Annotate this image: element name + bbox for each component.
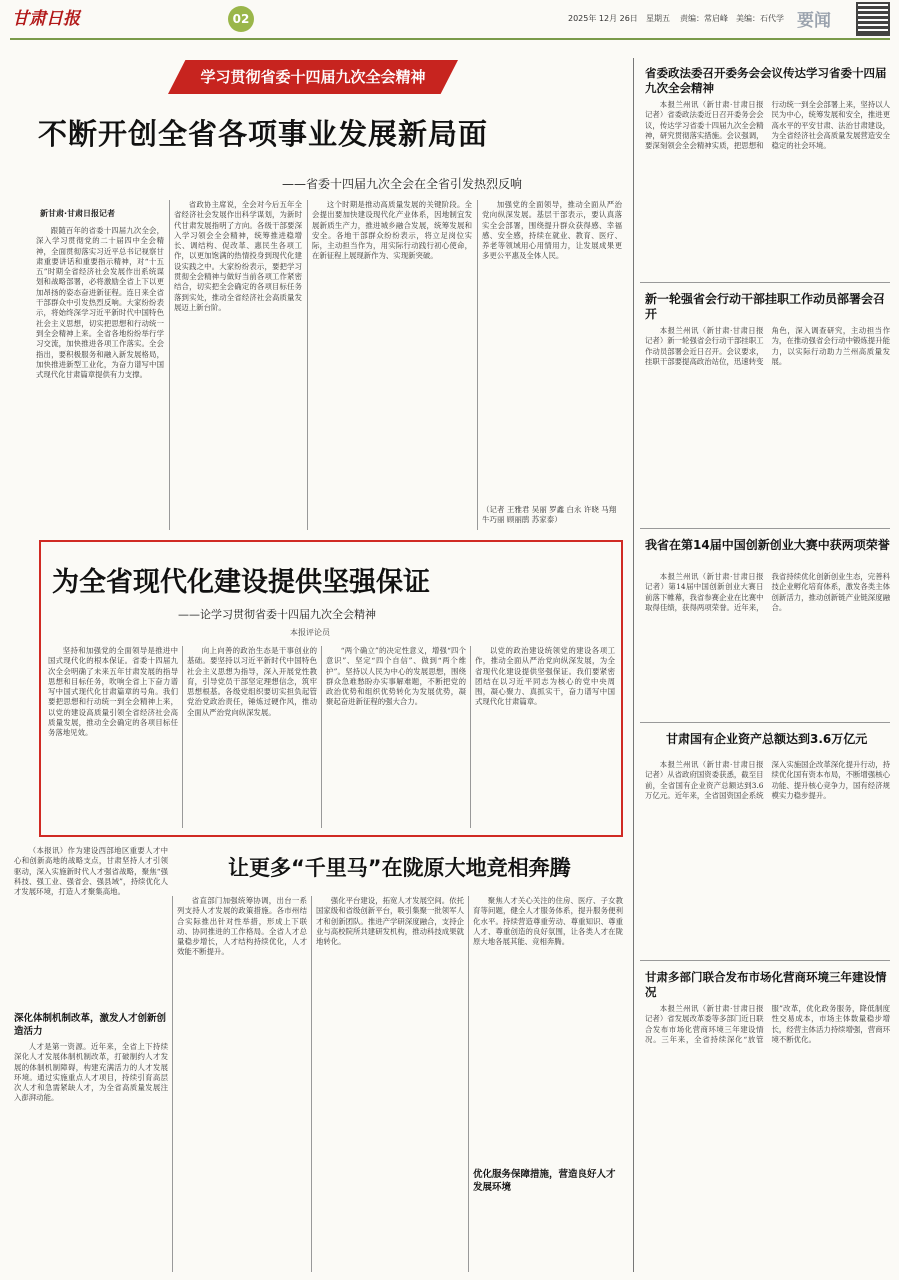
sidebar-story-1-body bbox=[645, 100, 890, 272]
feature-column-3 bbox=[316, 896, 464, 1272]
sidebar-rule bbox=[640, 282, 890, 283]
sidebar-story-3-body bbox=[645, 572, 890, 716]
editorial-column-2 bbox=[187, 646, 317, 828]
lead-column-4 bbox=[482, 200, 622, 500]
weekday: 星期五 bbox=[646, 14, 670, 23]
lead-headline: 不断开创全省各项事业发展新局面 bbox=[38, 117, 489, 151]
sidebar-story-1-text: 本报兰州讯（新甘肃·甘肃日报记者）省委政法委近日召开委务会会议，传达学习省委十四届九次全会精神，研究贯彻落实措施。会议强调，要深刻领会全会精神实质，把思想和行动统一到全会部署上来，坚持以人民为中心，统筹发展和安全，推进更高水平的平安甘肃、法治甘肃建设，为全省经济社会高质量发展营造安全稳定的社会环境。 bbox=[645, 100, 890, 151]
feature-subhead-2: 优化服务保障措施，营造良好人才发展环境 bbox=[473, 1169, 616, 1193]
date-line: 2025年 12月 26日 bbox=[568, 14, 638, 23]
editorial-column-1-text: 坚持和加强党的全面领导是推进中国式现代化的根本保证。省委十四届九次全会明确了未来五年甘肃发展的指导思想和目标任务，吹响全省上下奋力谱写中国式现代化甘肃篇章的号角。我们要把思想和行动统一到全会精神上来，以党的建设高质量引领全省经济社会高质量发展，推动全会确定的各项目标任务落地见效。 bbox=[48, 646, 178, 738]
sidebar-rule bbox=[640, 960, 890, 961]
column-rule bbox=[321, 646, 322, 828]
sidebar-rule bbox=[640, 722, 890, 723]
lead-column-2-text: 省政协主席说，全会对今后五年全省经济社会发展作出科学谋划，为新时代甘肃发展指明了方向。各级干部要深入学习领会全会精神，统筹推进稳增长、调结构、促改革、惠民生各项工作，以更加饱满的热情投身到现代化建设实践之中。大家纷纷表示，要把学习贯彻全会精神与做好当前各项工作紧密结合，切实把全会确定的各项目标任务落到实处，推动全省经济社会高质量发展迈上新台阶。 bbox=[174, 200, 302, 312]
page-number: 02 bbox=[232, 12, 250, 26]
sidebar-story-2-title: 新一轮强省会行动干部挂职工作动员部署会召开 bbox=[645, 292, 886, 321]
editorial-subheadline: ——论学习贯彻省委十四届九次全会精神 bbox=[178, 608, 376, 621]
masthead-rule bbox=[10, 38, 890, 40]
sidebar-story-3-title: 我省在第14届中国创新创业大赛中获两项荣誉 bbox=[645, 538, 890, 552]
feature-subhead-1: 深化体制机制改革，激发人才创新创造活力 bbox=[14, 1013, 167, 1037]
sidebar-story-5-body bbox=[645, 1004, 890, 1270]
feature-column-1-text: 人才是第一资源。近年来，全省上下持续深化人才发展体制机制改革，打破制约人才发展的体制机制障碍，构建充满活力的人才发展环境。通过实施重点人才项目，持续引育高层次人才和急需紧缺人才，为全省高质量发展注入澎湃动能。 bbox=[14, 1042, 168, 1103]
sidebar-story-4-body bbox=[645, 760, 890, 956]
section-label: 要闻 bbox=[797, 11, 831, 31]
feature-column-2-text: 省直部门加强统筹协调，出台一系列支持人才发展的政策措施。各市州结合实际推出针对性举措，形成上下联动、协同推进的工作格局。全省人才总量稳步增长，人才结构持续优化，人才效能不断提升。 bbox=[177, 896, 307, 957]
feature-column-1 bbox=[14, 1042, 168, 1272]
editorial-headline: 为全省现代化建设提供坚强保证 bbox=[52, 567, 430, 598]
column-rule bbox=[477, 200, 478, 530]
newspaper-logo: 甘肃日报 bbox=[12, 9, 80, 29]
designer-credit: 美编：石代学 bbox=[736, 14, 784, 23]
lead-column-3-text: 这个时期是推动高质量发展的关键阶段。全会提出要加快建设现代化产业体系，因地制宜发展新质生产力，推进城乡融合发展，统筹发展和安全。各地干部群众纷纷表示，将立足岗位实际，主动担当作为，用实际行动践行初心使命，在新征程上展现新作为、实现新突破。 bbox=[312, 200, 472, 261]
sidebar-story-3-text: 本报兰州讯（新甘肃·甘肃日报记者）第14届中国创新创业大赛日前落下帷幕，我省参赛企业在比赛中取得佳绩，获得两项荣誉。近年来，我省持续优化创新创业生态，完善科技企业孵化培育体系，激发各类主体创新活力，推动创新链产业链深度融合。 bbox=[645, 572, 890, 612]
sidebar-rule bbox=[640, 528, 890, 529]
column-rule bbox=[307, 200, 308, 530]
feature-column-4 bbox=[473, 896, 623, 1158]
column-rule bbox=[169, 200, 170, 530]
lead-column-2 bbox=[174, 200, 302, 530]
editor-credit: 责编：常启峰 bbox=[680, 14, 728, 23]
sidebar-story-5-text: 本报兰州讯（新甘肃·甘肃日报记者）省发展改革委等多部门近日联合发布市场化营商环境三年建设情况。三年来，全省持续深化“放管服”改革，优化政务服务，降低制度性交易成本，市场主体数量稳步增长，经营主体活力持续增强，营商环境不断优化。 bbox=[645, 1004, 890, 1044]
sidebar-story-2-body bbox=[645, 326, 890, 526]
editorial-column-2-text: 向上向善的政治生态是干事创业的基础。要坚持以习近平新时代中国特色社会主义思想为指导，深入开展党性教育，引导党员干部坚定理想信念，筑牢思想根基。各级党组织要切实担负起管党治党政治责任，锤炼过硬作风，推动全面从严治党向纵深发展。 bbox=[187, 646, 317, 717]
feature-intro-text: （本报讯）作为建设西部地区重要人才中心和创新高地的战略支点，甘肃坚持人才引领驱动，深入实施新时代人才强省战略，聚焦“强科技、强工业、强省会、强县域”，持续优化人才发展环境，打造人才聚集高地。 bbox=[14, 846, 168, 897]
editorial-column-4-text: 以党的政治建设统领党的建设各项工作，推动全面从严治党向纵深发展，为全省现代化建设提供坚强保证。我们要紧密团结在以习近平同志为核心的党中央周围，凝心聚力、真抓实干，奋力谱写中国式现代化甘肃篇章。 bbox=[475, 646, 615, 707]
lead-byline: 新甘肃·甘肃日报记者 bbox=[40, 209, 116, 218]
theme-banner-text: 学习贯彻省委十四届九次全会精神 bbox=[200, 68, 426, 86]
lead-column-1 bbox=[36, 226, 164, 536]
lead-subheadline: ——省委十四届九次全会在全省引发热烈反响 bbox=[282, 177, 523, 191]
feature-column-4-text: 聚焦人才关心关注的住房、医疗、子女教育等问题，健全人才服务体系，提升服务便利化水平。持续营造尊重劳动、尊重知识、尊重人才、尊重创造的良好氛围，让各类人才在陇原大地各展其能、竞相奔腾。 bbox=[473, 896, 623, 947]
lead-reporters: （记者 王雅君 吴丽 罗鑫 白永 许晓 马翔 牛巧丽 顾丽鹃 苏家泰） bbox=[482, 505, 617, 524]
editorial-column-4 bbox=[475, 646, 615, 828]
feature-headline: 让更多“千里马”在陇原大地竞相奔腾 bbox=[228, 856, 571, 880]
column-rule bbox=[468, 896, 469, 1272]
feature-intro bbox=[14, 846, 168, 1006]
editorial-column-3-text: “两个确立”的决定性意义，增强“四个意识”、坚定“四个自信”、做到“两个维护”。坚持以人民为中心的发展思想，围绕群众急难愁盼办实事解难题，不断把党的政治优势和组织优势转化为发展优势，凝聚起奋进新征程的强大合力。 bbox=[326, 646, 466, 707]
editorial-column-1 bbox=[48, 646, 178, 828]
masthead bbox=[0, 0, 899, 38]
sidebar-story-1-title: 省委政法委召开委务会会议传达学习省委十四届九次全会精神 bbox=[645, 66, 887, 95]
sidebar-story-4-title: 甘肃国有企业资产总额达到3.6万亿元 bbox=[666, 732, 868, 746]
column-rule bbox=[172, 896, 173, 1272]
lead-column-1-text: 跟随百年的省委十四届九次全会，深入学习贯彻党的二十届四中全会精神，全面贯彻落实习近平总书记视察甘肃重要讲话和重要指示精神，对“十五五”时期全省经济社会发展作出系统谋划和战略部署，必将激励全省上下以更加昂扬的姿态奋进新征程。连日来全省干部群众中引发热烈反响。大家纷纷表示，将始终深学习近平新时代中国特色社会主义思想，切实把思想和行动统一到全会精神上来。全省各地纷纷举行学习交流，加快推进各项工作落实。全会指出，要积极服务和融入新发展格局，加快推进新型工业化，为奋力谱写中国式现代化甘肃篇章提供有力支撑。 bbox=[36, 226, 164, 380]
column-rule bbox=[182, 646, 183, 828]
sidebar-story-5-title: 甘肃多部门联合发布市场化营商环境三年建设情况 bbox=[645, 970, 887, 999]
editorial-byline: 本报评论员 bbox=[290, 628, 330, 637]
sidebar-divider bbox=[633, 58, 634, 1272]
qr-code-icon bbox=[858, 4, 888, 34]
feature-column-3-text: 强化平台建设，拓宽人才发展空间。依托国家级和省级创新平台，吸引集聚一批领军人才和创新团队。推进产学研深度融合，支持企业与高校院所共建研发机构，推动科技成果就地转化。 bbox=[316, 896, 464, 947]
sidebar-story-2-text: 本报兰州讯（新甘肃·甘肃日报记者）新一轮强省会行动干部挂职工作动员部署会近日召开。会议要求，挂职干部要提高政治站位，迅速转变角色，深入调查研究，主动担当作为，在推动强省会行动中锻炼提升能力，以实际行动助力兰州高质量发展。 bbox=[645, 326, 890, 366]
column-rule bbox=[311, 896, 312, 1272]
lead-column-4-text: 加强党的全面领导，推动全面从严治党向纵深发展。基层干部表示，要认真落实全会部署，围绕提升群众获得感、幸福感、安全感，持续在就业、教育、医疗、养老等领域用心用情用力，让发展成果更多更公平惠及全体人民。 bbox=[482, 200, 622, 261]
sidebar-story-4-text: 本报兰州讯（新甘肃·甘肃日报记者）从省政府国资委获悉，截至目前，全省国有企业资产总额达到3.6万亿元。近年来，全省国资国企系统深入实施国企改革深化提升行动，持续优化国有资本布局，不断增强核心功能、提升核心竞争力，国有经济规模实力稳步提升。 bbox=[645, 760, 890, 800]
editorial-column-3 bbox=[326, 646, 466, 828]
feature-column-2 bbox=[177, 896, 307, 1272]
lead-column-3 bbox=[312, 200, 472, 530]
column-rule bbox=[470, 646, 471, 828]
